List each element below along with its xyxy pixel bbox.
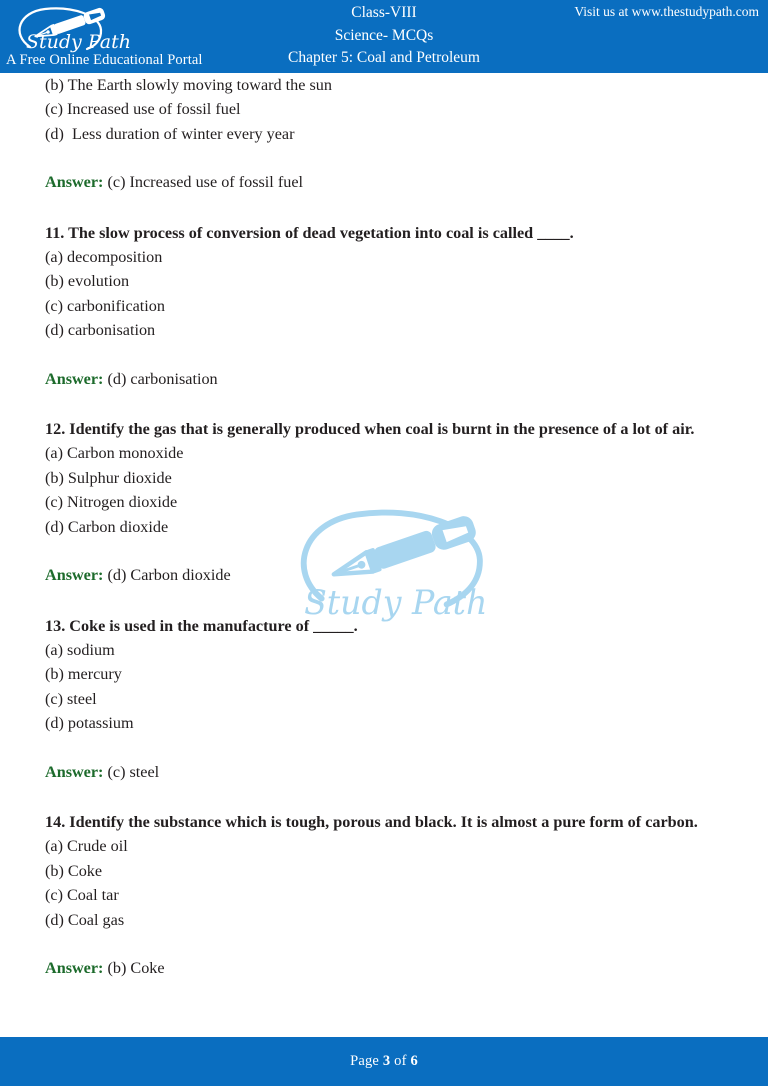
answer-label: Answer: xyxy=(45,369,104,388)
site-logo xyxy=(4,4,220,70)
header-title-block xyxy=(230,2,538,70)
answer-value: (c) steel xyxy=(103,762,160,781)
answer-line xyxy=(45,367,724,391)
answer-value: (b) Coke xyxy=(103,958,165,977)
option-item: (b) evolution xyxy=(45,272,130,291)
question-text: 11. The slow process of conversion of dead vegetation into coal is called ____. xyxy=(45,223,574,242)
option-item: (b) Sulphur dioxide xyxy=(45,468,172,487)
answer-line xyxy=(45,956,724,980)
option-item: (a) decomposition xyxy=(45,248,163,267)
option-item: (d) Coal gas xyxy=(45,910,125,929)
answer-line xyxy=(45,563,724,587)
answer-value: (d) carbonisation xyxy=(103,369,218,388)
header-visit-link[interactable]: Visit us at www.thestudypath.com xyxy=(574,4,759,19)
question-text: 13. Coke is used in the manufacture of _____. xyxy=(45,616,358,635)
question-text: 14. Identify the substance which is tough, porous and black. It is almost a pure form of carbon. xyxy=(45,812,698,831)
option-item: (c) Nitrogen dioxide xyxy=(45,493,178,512)
logo-tagline: A Free Online Educational Portal xyxy=(6,52,203,68)
option-item: (b) mercury xyxy=(45,665,122,684)
page-number-text xyxy=(350,1053,418,1070)
header-subject-line: Science- MCQs xyxy=(334,26,434,44)
page-middle: of xyxy=(390,1053,411,1069)
document-body xyxy=(0,73,768,980)
option-item: (a) sodium xyxy=(45,640,115,659)
answer-label: Answer: xyxy=(45,762,104,781)
question-text: 12. Identify the gas that is generally produced when coal is burnt in the presence of a lot of air. xyxy=(45,420,695,439)
option-item: (c) steel xyxy=(45,689,97,708)
answer-label: Answer: xyxy=(45,566,104,585)
page-footer xyxy=(0,1037,768,1086)
option-item: (a) Carbon monoxide xyxy=(45,444,184,463)
logo-script-text: Study Path xyxy=(26,31,131,53)
question-block-13 xyxy=(0,614,768,784)
carryover-option-block xyxy=(0,73,768,195)
option-item: (d) potassium xyxy=(45,714,134,733)
answer-value: (d) Carbon dioxide xyxy=(103,566,231,585)
option-item: (d) Carbon dioxide xyxy=(45,517,169,536)
option-item: (c) carbonification xyxy=(45,296,165,315)
page-header xyxy=(0,0,768,73)
page-prefix: Page xyxy=(350,1053,383,1069)
header-chapter-line: Chapter 5: Coal and Petroleum xyxy=(288,49,480,66)
header-class-line: Class-VIII xyxy=(351,4,417,21)
question-block-14 xyxy=(0,810,768,980)
answer-line xyxy=(45,170,724,194)
answer-line xyxy=(45,760,724,784)
answer-value: (c) Increased use of fossil fuel xyxy=(103,173,304,192)
question-block-11 xyxy=(0,221,768,391)
question-block-12 xyxy=(0,417,768,587)
option-item: (d) Less duration of winter every year xyxy=(45,124,295,143)
answer-label: Answer: xyxy=(45,173,104,192)
watermark-script-text: Study Path xyxy=(304,583,488,622)
answer-label: Answer: xyxy=(45,958,104,977)
option-item: (c) Increased use of fossil fuel xyxy=(45,100,241,119)
option-item: (d) carbonisation xyxy=(45,321,156,340)
option-item: (c) Coal tar xyxy=(45,886,119,905)
option-item: (a) Crude oil xyxy=(45,837,128,856)
page-current: 3 xyxy=(382,1053,391,1069)
page-total: 6 xyxy=(410,1053,418,1069)
option-item: (b) The Earth slowly moving toward the sun xyxy=(45,76,332,94)
option-item: (b) Coke xyxy=(45,861,103,880)
